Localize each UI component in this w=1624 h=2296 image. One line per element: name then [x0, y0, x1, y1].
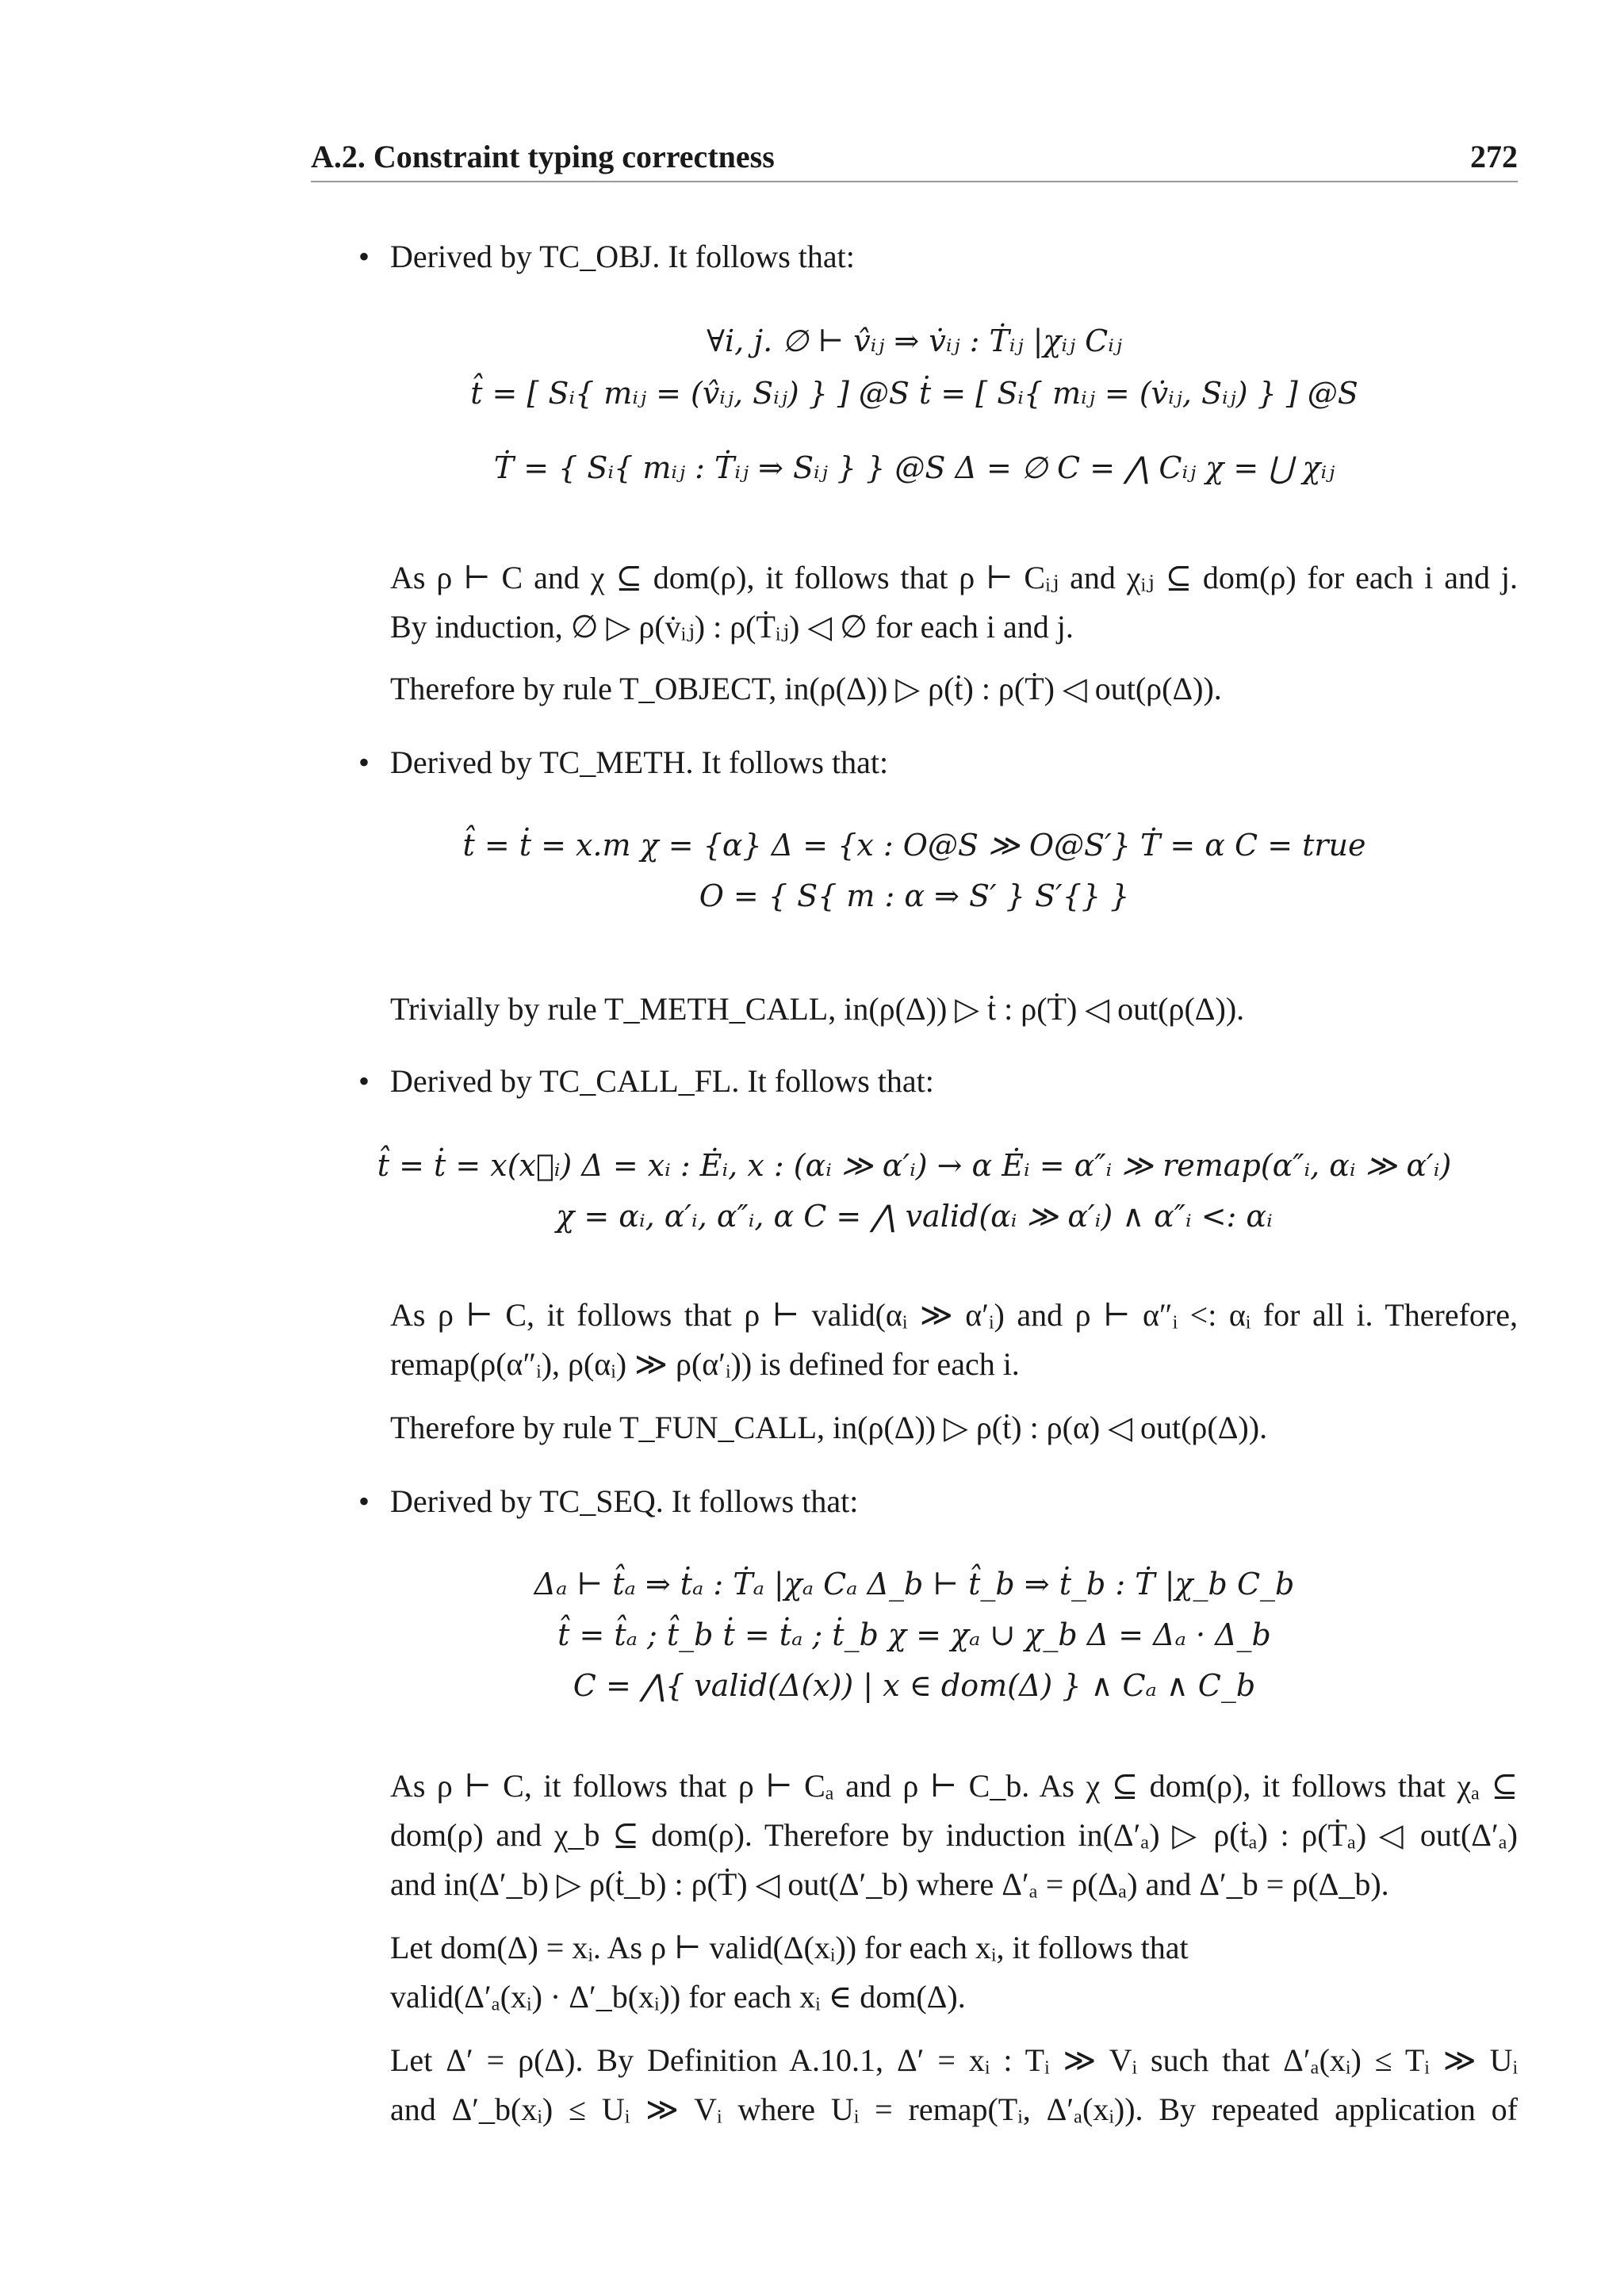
bullet-marker: •	[358, 1483, 370, 1519]
equation-obj-type: Ṫ = { Sᵢ{ mᵢⱼ : Ṫᵢⱼ ⇒ Sᵢⱼ } } @S Δ = ∅ C = ⋀ Cᵢⱼ χ = ⋃ χᵢⱼ	[493, 450, 1335, 485]
bullet-marker: •	[358, 744, 370, 780]
paragraph-obj-1b: By induction, ∅ ▷ ρ(v̇ᵢⱼ) : ρ(Ṫᵢⱼ) ◁ ∅ for each i and j.	[390, 609, 1074, 645]
equation-obj-premise: ∀i, j. ∅ ⊢ v̂ᵢⱼ ⇒ v̇ᵢⱼ : Ṫᵢⱼ |χᵢⱼ Cᵢⱼ	[707, 323, 1122, 358]
equation-call-constraints: χ = αᵢ, α′ᵢ, α″ᵢ, α C = ⋀ valid(αᵢ ≫ α′ᵢ) ∧ α″ᵢ <: αᵢ	[556, 1199, 1273, 1234]
paragraph-call-1a: As ρ ⊢ C, it follows that ρ ⊢ valid(αᵢ ≫ α′ᵢ) and ρ ⊢ α″ᵢ <: αᵢ for all i. Therefore,	[390, 1297, 1518, 1333]
case-label-tc-seq: Derived by TC_SEQ. It follows that:	[390, 1483, 859, 1519]
equation-meth-object: O = { S{ m : α ⇒ S′ } S′{} }	[699, 878, 1130, 913]
case-label-tc-call-fl: Derived by TC_CALL_FL. It follows that:	[390, 1063, 934, 1099]
paragraph-call-2: Therefore by rule T_FUN_CALL, in(ρ(Δ)) ▷ ρ(ṫ) : ρ(α) ◁ out(ρ(Δ)).	[390, 1410, 1268, 1445]
paragraph-obj-1a: As ρ ⊢ C and χ ⊆ dom(ρ), it follows that ρ ⊢ Cᵢⱼ and χᵢⱼ ⊆ dom(ρ) for each i and j.	[390, 560, 1518, 595]
bullet-marker: •	[358, 239, 370, 274]
paragraph-seq-2a: Let dom(Δ) = xᵢ. As ρ ⊢ valid(Δ(xᵢ)) for each xᵢ, it follows that	[390, 1930, 1189, 1965]
equation-seq-terms: t̂ = t̂ₐ ; t̂_b ṫ = ṫₐ ; ṫ_b χ = χₐ ∪ χ_b Δ = Δₐ · Δ_b	[557, 1617, 1271, 1652]
bullet-marker: •	[358, 1063, 370, 1099]
equation-call-terms: t̂ = ṫ = x(x⃗ᵢ) Δ = xᵢ : Ėᵢ, x : (αᵢ ≫ α′ᵢ) → α Ėᵢ = α″ᵢ ≫ remap(α″ᵢ, αᵢ ≫ α′ᵢ)	[377, 1148, 1452, 1183]
paragraph-call-1b: remap(ρ(α″ᵢ), ρ(αᵢ) ≫ ρ(α′ᵢ)) is defined for each i.	[390, 1346, 1020, 1382]
paragraph-seq-2b: valid(Δ′ₐ(xᵢ) · Δ′_b(xᵢ)) for each xᵢ ∈ dom(Δ).	[390, 1979, 966, 2015]
case-label-tc-meth: Derived by TC_METH. It follows that:	[390, 744, 889, 780]
equation-meth-terms: t̂ = ṫ = x.m χ = {α} Δ = {x : O@S ≫ O@S′} Ṫ = α C = true	[462, 828, 1366, 863]
paragraph-obj-2: Therefore by rule T_OBJECT, in(ρ(Δ)) ▷ ρ(ṫ) : ρ(Ṫ) ◁ out(ρ(Δ)).	[390, 671, 1222, 706]
paragraph-seq-3b: and Δ′_b(xᵢ) ≤ Uᵢ ≫ Vᵢ where Uᵢ = remap(Tᵢ, Δ′ₐ(xᵢ)). By repeated application of	[390, 2091, 1518, 2127]
paragraph-seq-3a: Let Δ′ = ρ(Δ). By Definition A.10.1, Δ′ = xᵢ : Tᵢ ≫ Vᵢ such that Δ′ₐ(xᵢ) ≤ Tᵢ ≫ Uᵢ	[390, 2042, 1518, 2078]
paragraph-meth-1: Trivially by rule T_METH_CALL, in(ρ(Δ)) ▷ ṫ : ρ(Ṫ) ◁ out(ρ(Δ)).	[390, 991, 1245, 1027]
page-number: 272	[1470, 139, 1518, 174]
paragraph-seq-1b: dom(ρ) and χ_b ⊆ dom(ρ). Therefore by induction in(Δ′ₐ) ▷ ρ(ṫₐ) : ρ(Ṫₐ) ◁ out(Δ′ₐ)	[390, 1817, 1518, 1853]
case-label-tc-obj: Derived by TC_OBJ. It follows that:	[390, 239, 855, 274]
equation-seq-constraint: C = ⋀{ valid(Δ(x)) | x ∈ dom(Δ) } ∧ Cₐ ∧ C_b	[573, 1668, 1256, 1703]
section-title: A.2. Constraint typing correctness	[311, 139, 775, 174]
running-header	[311, 136, 1518, 182]
equation-obj-terms: t̂ = [ Sᵢ{ mᵢⱼ = (v̂ᵢⱼ, Sᵢⱼ) } ] @S ṫ = [ Sᵢ{ mᵢⱼ = (v̇ᵢⱼ, Sᵢⱼ) } ] @S	[470, 376, 1358, 411]
paragraph-seq-1a: As ρ ⊢ C, it follows that ρ ⊢ Cₐ and ρ ⊢ C_b. As χ ⊆ dom(ρ), it follows that χₐ ⊆	[390, 1768, 1518, 1804]
paragraph-seq-1c: and in(Δ′_b) ▷ ρ(ṫ_b) : ρ(Ṫ) ◁ out(Δ′_b) where Δ′ₐ = ρ(Δₐ) and Δ′_b = ρ(Δ_b).	[390, 1866, 1389, 1902]
equation-seq-premises: Δₐ ⊢ t̂ₐ ⇒ ṫₐ : Ṫₐ |χₐ Cₐ Δ_b ⊢ t̂_b ⇒ ṫ_b : Ṫ |χ_b C_b	[534, 1567, 1295, 1601]
